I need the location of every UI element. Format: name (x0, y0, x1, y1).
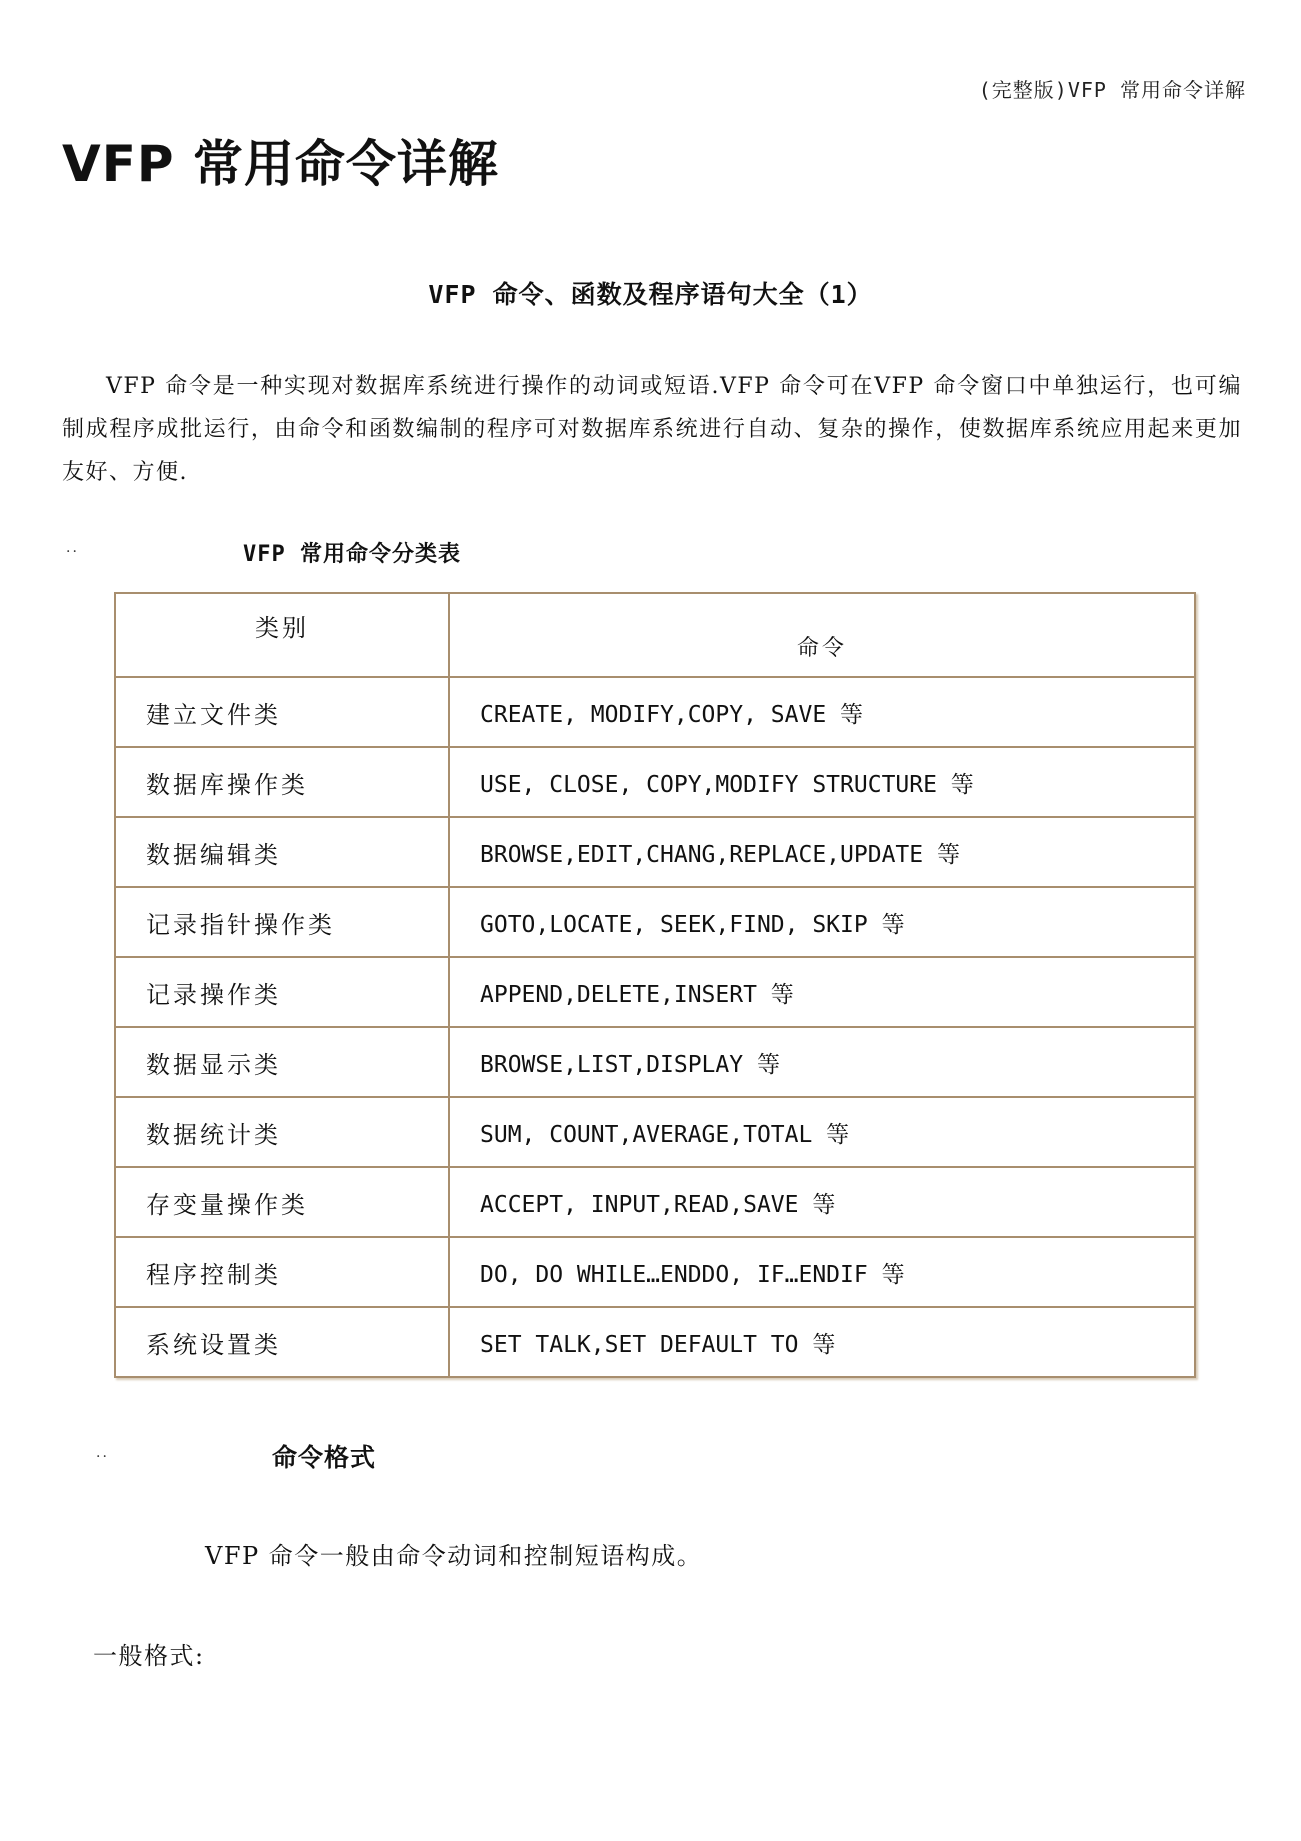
category-cell: 数据统计类 (115, 1097, 449, 1167)
table-header-row (115, 593, 1195, 677)
format-bullet: ·· (96, 1449, 109, 1465)
document-title: VFP 常用命令详解 (62, 135, 499, 193)
category-cell: 数据库操作类 (115, 747, 449, 817)
commands-cell: DO, DO WHILE…ENDDO, IF…ENDIF 等 (449, 1237, 1195, 1307)
commands-cell: APPEND,DELETE,INSERT 等 (449, 957, 1195, 1027)
format-description: VFP 命令一般由命令动词和控制短语构成。 (205, 1542, 703, 1570)
classification-bullet: ·· (66, 544, 79, 560)
table-row (115, 1307, 1195, 1377)
category-cell: 存变量操作类 (115, 1167, 449, 1237)
category-cell: 建立文件类 (115, 677, 449, 747)
category-cell: 数据显示类 (115, 1027, 449, 1097)
general-format-label: 一般格式: (93, 1642, 205, 1670)
table-row (115, 957, 1195, 1027)
table-row (115, 1097, 1195, 1167)
table-row (115, 677, 1195, 747)
commands-cell: SET TALK,SET DEFAULT TO 等 (449, 1307, 1195, 1377)
category-cell: 程序控制类 (115, 1237, 449, 1307)
intro-paragraph: VFP 命令是一种实现对数据库系统进行操作的动词或短语.VFP 命令可在VFP 命令窗口中单独运行，也可编制成程序成批运行，由命令和函数编制的程序可对数据库系统进行自动、复杂的操作，使数据库系统应用起来更加友好、方便. (62, 374, 1242, 485)
table-row (115, 887, 1195, 957)
table-row (115, 1237, 1195, 1307)
commands-cell: BROWSE,LIST,DISPLAY 等 (449, 1027, 1195, 1097)
category-cell: 系统设置类 (115, 1307, 449, 1377)
commands-cell: USE, CLOSE, COPY,MODIFY STRUCTURE 等 (449, 747, 1195, 817)
commands-cell: CREATE, MODIFY,COPY, SAVE 等 (449, 677, 1195, 747)
commands-cell: ACCEPT, INPUT,READ,SAVE 等 (449, 1167, 1195, 1237)
running-header: (完整版)VFP 常用命令详解 (978, 78, 1246, 102)
table-row (115, 1167, 1195, 1237)
table-row (115, 747, 1195, 817)
command-classification-table (114, 592, 1196, 1378)
category-cell: 数据编辑类 (115, 817, 449, 887)
document-subtitle: VFP 命令、函数及程序语句大全（1） (428, 280, 873, 309)
table-row (115, 1027, 1195, 1097)
category-cell: 记录指针操作类 (115, 887, 449, 957)
format-heading: 命令格式 (272, 1443, 377, 1472)
category-cell: 记录操作类 (115, 957, 449, 1027)
table-row (115, 817, 1195, 887)
commands-cell: GOTO,LOCATE, SEEK,FIND, SKIP 等 (449, 887, 1195, 957)
column-header-commands: 命令 (449, 593, 1195, 677)
commands-cell: BROWSE,EDIT,CHANG,REPLACE,UPDATE 等 (449, 817, 1195, 887)
command-table-container (114, 592, 1194, 1378)
commands-cell: SUM, COUNT,AVERAGE,TOTAL 等 (449, 1097, 1195, 1167)
column-header-category: 类别 (115, 593, 449, 677)
classification-heading: VFP 常用命令分类表 (243, 542, 461, 567)
